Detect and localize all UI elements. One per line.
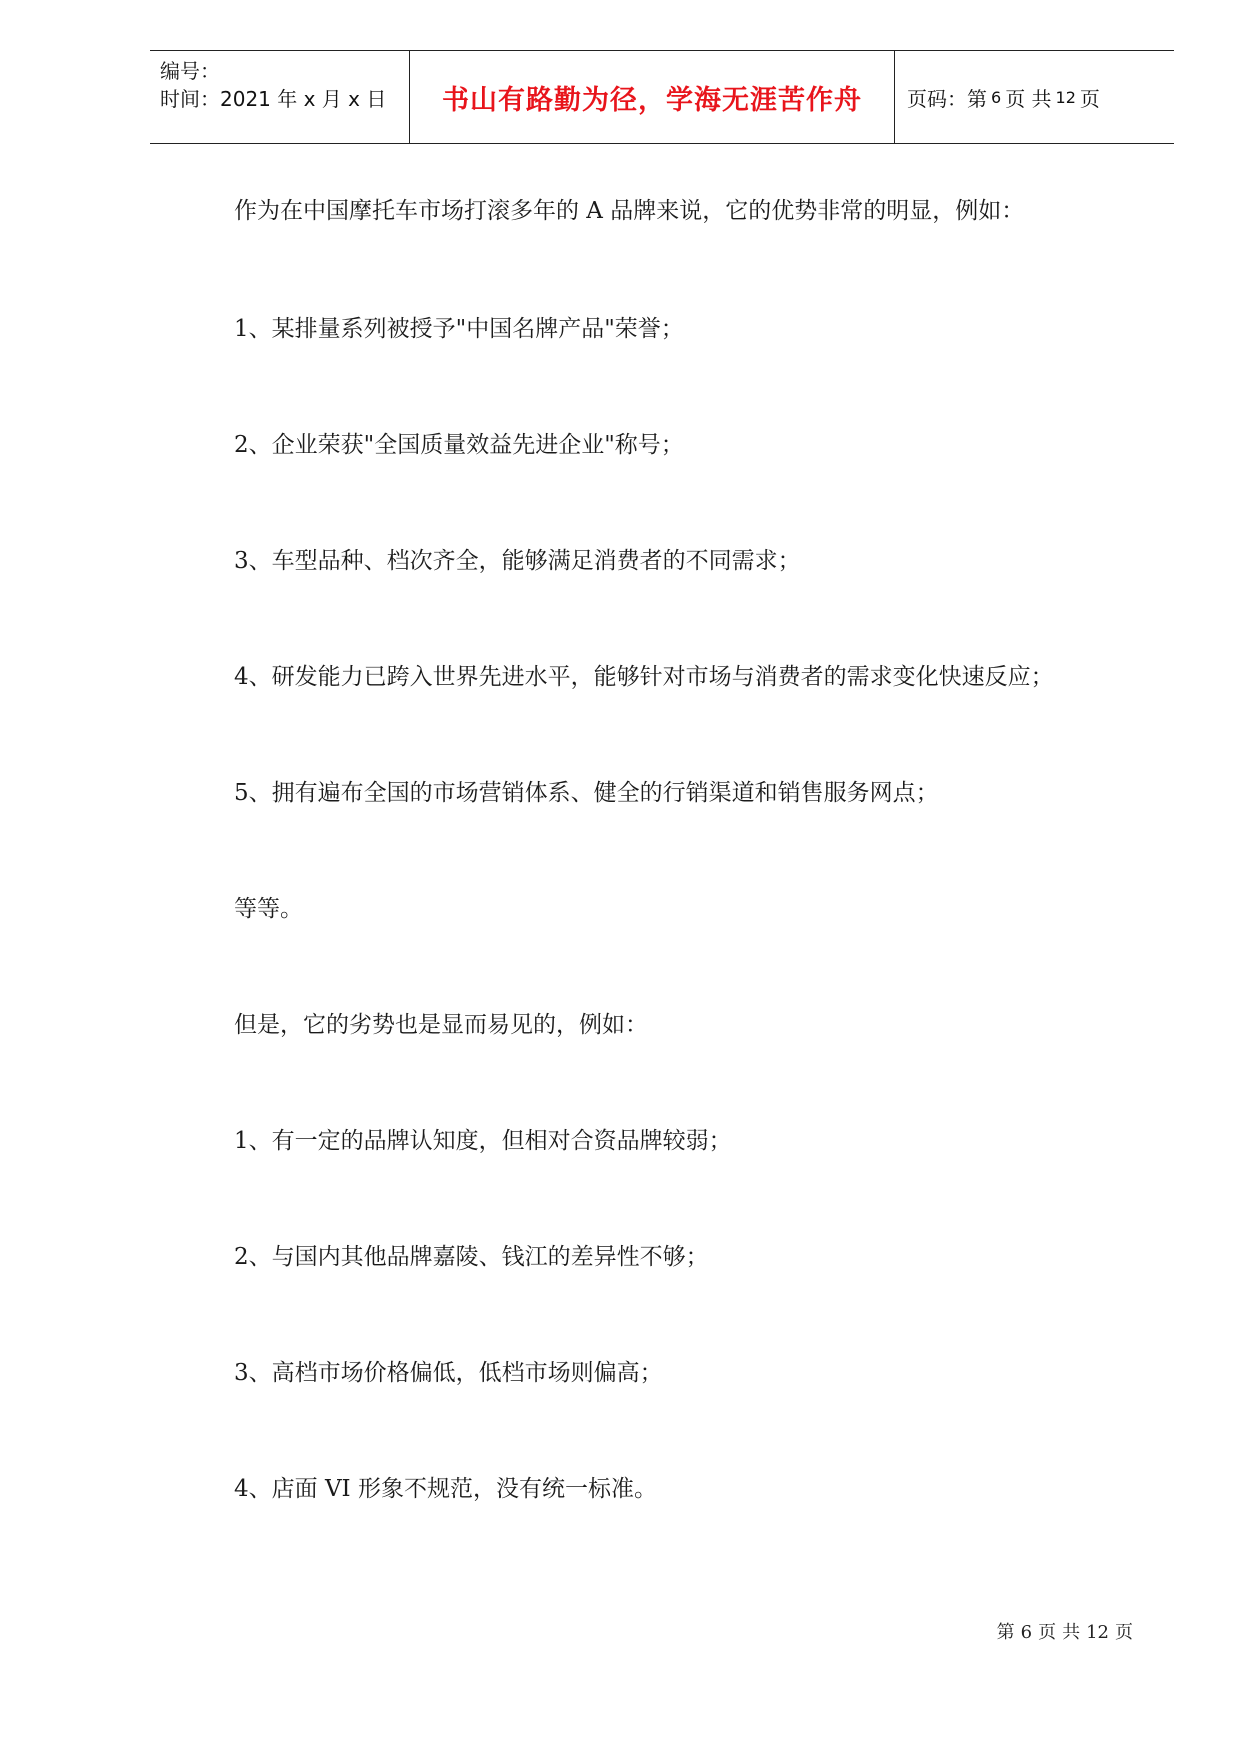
header-page-current: 6 — [991, 87, 1002, 107]
header-page-cell — [895, 51, 1174, 143]
header-page-prefix: 页码：第 — [907, 86, 987, 111]
footer-total: 12 — [1086, 1622, 1109, 1643]
header-motto: 书山有路勤为径，学海无涯苦作舟 — [442, 84, 862, 116]
list-item: 2、企业荣获"全国质量效益先进企业"称号； — [234, 432, 684, 458]
footer-mid1: 页 — [1038, 1622, 1057, 1643]
list-item: 3、车型品种、档次齐全，能够满足消费者的不同需求； — [234, 548, 801, 574]
paragraph-etc: 等等。 — [234, 896, 303, 922]
page-footer — [994, 1618, 1136, 1644]
document-time-label: 时间：2021 年 x 月 x 日 — [160, 87, 387, 111]
list-item: 2、与国内其他品牌嘉陵、钱江的差异性不够； — [234, 1244, 709, 1270]
list-item: 3、高档市场价格偏低，低档市场则偏高； — [234, 1360, 663, 1386]
header-page-suffix: 页 — [1079, 86, 1100, 111]
header-page-total: 12 — [1055, 87, 1076, 107]
list-item: 5、拥有遍布全国的市场营销体系、健全的行销渠道和销售服务网点； — [234, 780, 939, 806]
footer-mid2: 共 — [1062, 1622, 1081, 1643]
document-number-label: 编号： — [160, 59, 220, 83]
footer-prefix: 第 — [996, 1622, 1015, 1643]
footer-current: 6 — [1020, 1622, 1033, 1643]
paragraph-weakness-intro: 但是，它的劣势也是显而易见的，例如： — [234, 1012, 648, 1038]
list-item: 1、有一定的品牌认知度，但相对合资品牌较弱； — [234, 1128, 732, 1154]
list-item: 4、研发能力已跨入世界先进水平，能够针对市场与消费者的需求变化快速反应； — [234, 664, 1054, 690]
list-item: 1、某排量系列被授予"中国名牌产品"荣誉； — [234, 316, 684, 342]
paragraph-intro: 作为在中国摩托车市场打滚多年的 A 品牌来说，它的优势非常的明显，例如： — [234, 198, 1025, 224]
header-page-mid: 页 共 — [1005, 86, 1052, 111]
list-item: 4、店面 VI 形象不规范，没有统一标准。 — [234, 1476, 657, 1502]
header-motto-cell — [410, 51, 895, 143]
footer-suffix: 页 — [1115, 1622, 1133, 1643]
header-info-cell — [150, 51, 410, 143]
header-table — [150, 50, 1174, 144]
